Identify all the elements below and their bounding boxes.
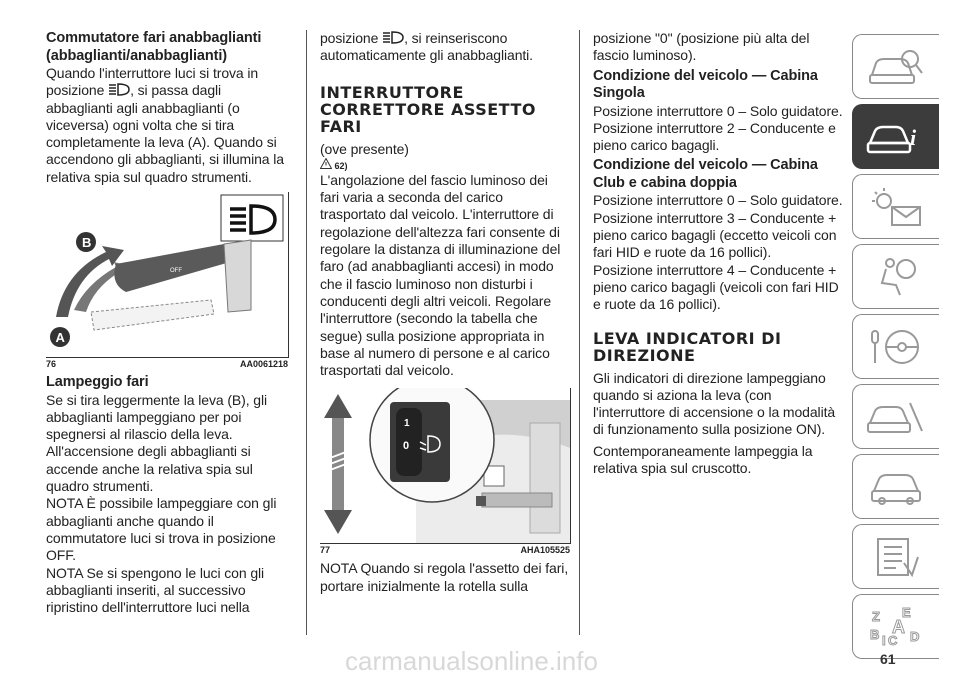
warning-ref-number: 62) [334, 160, 348, 171]
tab-car-info[interactable] [852, 104, 939, 169]
svg-text:D: D [910, 628, 920, 644]
high-beam-icon [108, 83, 130, 96]
arrow-a-swoosh [56, 246, 124, 317]
column-1 [46, 30, 288, 616]
figure-77 [320, 388, 571, 544]
label-b: B [82, 235, 92, 251]
figure-76-caption [46, 359, 288, 370]
airbag-person-icon [866, 255, 926, 299]
tab-starting-driving[interactable] [852, 314, 939, 379]
dial-label-0: 0 [403, 440, 410, 453]
warning-triangle-icon [320, 158, 332, 169]
column-divider [306, 30, 307, 635]
figure-code: AA0061218 [239, 359, 288, 370]
dial-label-1: 1 [404, 418, 410, 430]
figure-number: 77 [320, 545, 331, 556]
car-info-icon [866, 115, 926, 159]
figure-76 [46, 192, 289, 358]
paragraph-singola-2: Posizione interruttore 2 – Conducente e pieno carico bagagli. [593, 119, 836, 154]
lever-ghost [91, 300, 214, 330]
warning-reference [320, 158, 570, 172]
paragraph-text: , si passa dagli abbaglianti agli anabbaglianti (o viceversa) ogni volta che si tira completamente la leva (A). Quando si accendono gli abbaglianti, si illumina la relativa spia sul quadro strumenti. [46, 82, 284, 185]
tab-car-search[interactable] [852, 34, 939, 99]
tab-maintenance[interactable] [852, 454, 939, 519]
svg-text:B: B [870, 626, 880, 642]
tab-warning-lights[interactable] [852, 174, 939, 239]
figure-77-caption [320, 545, 570, 556]
svg-text:I: I [882, 632, 886, 648]
column-divider [579, 30, 580, 635]
tab-technical-data[interactable] [852, 524, 939, 589]
alphabet-index-icon [866, 605, 926, 649]
paragraph-indicatori: Gli indicatori di direzione lampeggiano quando si aziona la leva (con l'interruttore di accensione o la modalità di funzionamento sulla posizione ON). [593, 369, 836, 438]
steering-column [224, 240, 251, 312]
svg-text:C: C [888, 632, 898, 648]
paragraph-text: posizione [320, 30, 379, 46]
car-icon [866, 465, 926, 509]
warning-light-envelope-icon [866, 185, 926, 229]
leveling-dial-location [476, 496, 486, 506]
svg-text:i: i [910, 124, 917, 150]
car-wrench-icon [866, 395, 926, 439]
lever-off-label: OFF [170, 268, 182, 275]
svg-text:E: E [902, 604, 911, 620]
paragraph-club-4: Posizione interruttore 4 – Conducente + pieno carico bagagli (veicoli con fari HID e ruote da 16 pollici). [593, 261, 839, 313]
key-steering-wheel-icon [866, 325, 926, 369]
headlight-leveling-illustration [320, 388, 570, 543]
paragraph-club-0: Posizione interruttore 0 – Solo guidatore. [593, 192, 843, 209]
arrow-down-head [324, 510, 352, 534]
paragraph-singola-0: Posizione interruttore 0 – Solo guidatore. [593, 102, 843, 119]
tab-emergency[interactable] [852, 384, 939, 449]
svg-text:A: A [892, 616, 905, 637]
checklist-icon [866, 535, 926, 579]
paragraph-text: , si reinseriscono automaticamente gli anabbaglianti. [320, 30, 533, 64]
paragraph-nota-assetto: NOTA Quando si regola l'assetto dei fari, portare inizialmente la rotella sulla [320, 560, 569, 594]
paragraph-nota-1: NOTA È possibile lampeggiare con gli abbaglianti anche quando il commutatore luci si trova in posizione OFF. [46, 495, 277, 564]
high-beam-icon [382, 31, 404, 44]
paragraph-text: Quando l'interruttore luci si trova in posizione [46, 65, 259, 99]
paragraph-ove-presente: (ove presente) [320, 140, 409, 157]
paragraph-contemporaneamente: Contemporaneamente lampeggia la relativa spia sul cruscotto. [593, 442, 813, 477]
paragraph-continued [320, 30, 570, 65]
tab-safety[interactable] [852, 244, 939, 309]
heading-leva-indicatori: LEVA INDICATORI DI DIREZIONE [593, 328, 782, 365]
tab-index[interactable] [852, 594, 939, 659]
heading-correttore: INTERRUTTORE CORRETTORE ASSETTO FARI [320, 82, 536, 136]
headlight-lever-illustration [46, 192, 288, 357]
arrow-up-head [324, 394, 352, 418]
heading-lampeggio: Lampeggio fari [46, 374, 149, 391]
paragraph-club-3: Posizione interruttore 3 – Conducente + pieno carico bagagli (eccetto veicoli con fari HID e ruote da 16 pollici). [593, 209, 837, 261]
column-2 [320, 30, 570, 595]
watermark: carmanualsonline.info [345, 646, 598, 676]
page-number: 61 [880, 651, 896, 667]
label-a: A [55, 330, 65, 346]
svg-text:Z: Z [872, 608, 880, 624]
heading-commutatore: Commutatore fari anabbaglianti (abbaglianti/anabbaglianti) [46, 30, 262, 64]
paragraph-angolazione: L'angolazione del fascio luminoso dei fari varia a seconda del carico trasportato dal veicolo. L'interruttore di regolazione dell'altezza fari consente di regolare la distanza di illuminazione del faro (ad anabbaglianti accesi) in modo che il fascio luminoso non disturbi i conducenti degli altri veicoli. Regolare l'interruttore (secondo la tabella che segue) sulla posizione appropriata in base al numero di persone e al carico trasportati dal veicolo. [320, 171, 561, 379]
paragraph-nota-2: NOTA Se si spengono le luci con gli abbaglianti inseriti, al successivo ripristino dell'interruttore luci nella [46, 564, 265, 616]
chapter-sidebar [852, 34, 940, 664]
column-3 [593, 30, 843, 477]
heading-cabina-club: Condizione del veicolo — Cabina Club e cabina doppia [593, 157, 818, 191]
figure-number: 76 [46, 359, 57, 370]
paragraph-lampeggio: Se si tira leggermente la leva (B), gli abbaglianti lampeggiano per poi spegnersi al rilascio della leva. All'accensione degli abbaglianti si accende anche la relativa spia sul quadro strumenti. [46, 391, 267, 495]
paragraph-commutatore [46, 65, 288, 186]
paragraph-posizione-0: posizione "0" (posizione più alta del fascio luminoso). [593, 30, 810, 64]
heading-cabina-singola: Condizione del veicolo — Cabina Singola [593, 67, 818, 102]
car-magnifier-icon [866, 45, 926, 89]
figure-code: AHA105525 [520, 545, 570, 556]
